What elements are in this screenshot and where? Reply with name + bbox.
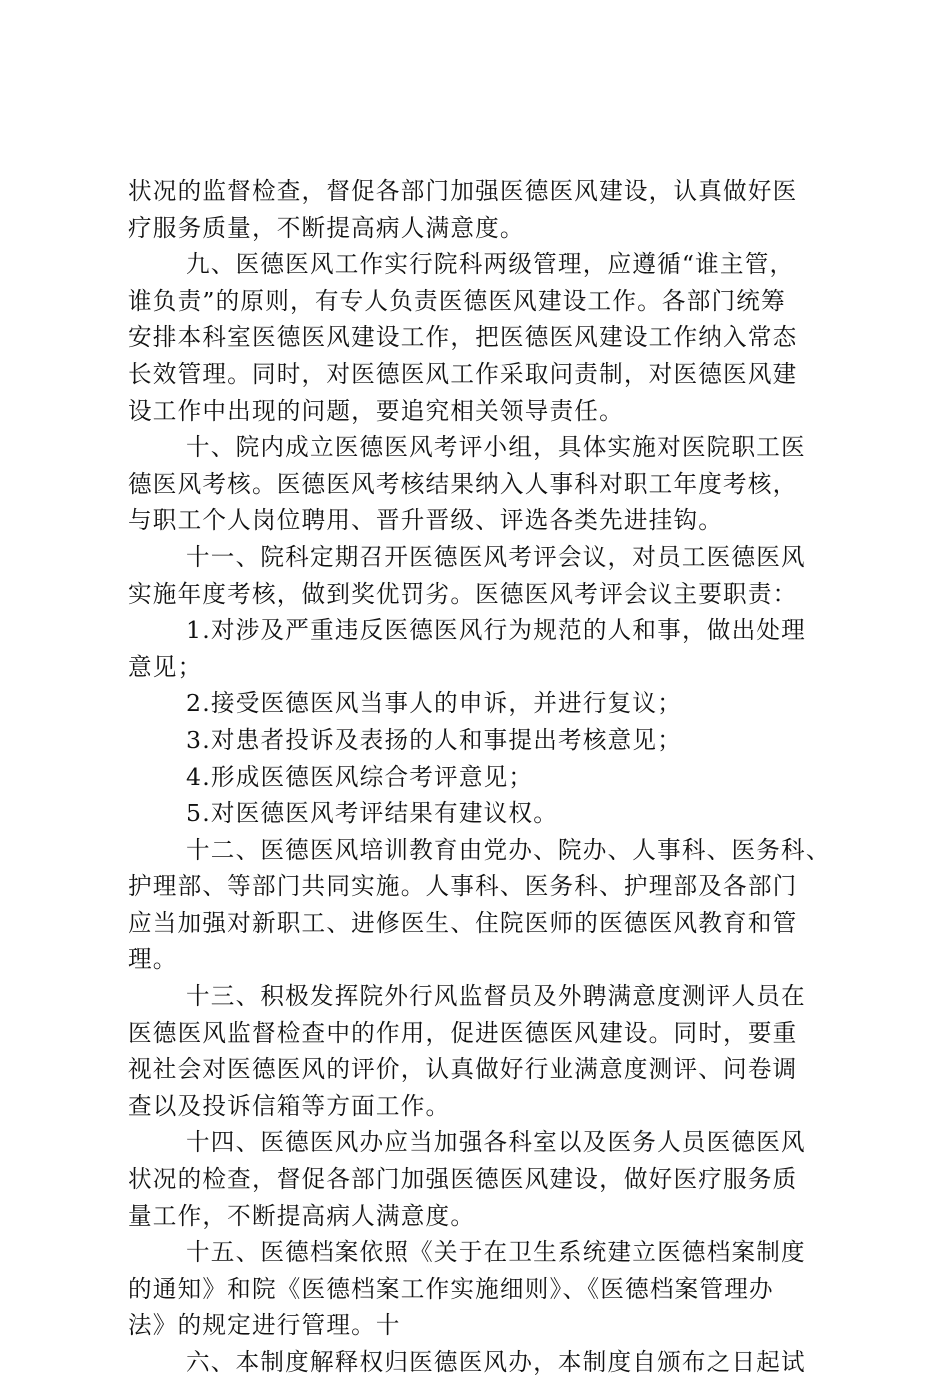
document-body xyxy=(128,173,831,1381)
paragraph-line: 查以及投诉信箱等方面工作。 xyxy=(128,1091,451,1120)
paragraph-line: 应当加强对新职工、进修医生、住院医师的医德医风教育和管 xyxy=(128,908,798,937)
paragraph-line: 实施年度考核，做到奖优罚劣。医德医风考评会议主要职责： xyxy=(128,579,798,608)
paragraph-first-line: 十三、积极发挥院外行风监督员及外聘满意度测评人员在 xyxy=(186,982,806,1011)
paragraph-first-line: 九、医德医风工作实行院科两级管理，应遵循“谁主管， xyxy=(186,250,795,279)
paragraph-line: 设工作中出现的问题，要追究相关领导责任。 xyxy=(128,396,624,425)
paragraph-first-line: 5.对医德医风考评结果有建议权。 xyxy=(186,799,559,828)
paragraph-line: 意见； xyxy=(128,652,203,681)
paragraph-line: 护理部、等部门共同实施。人事科、医务科、护理部及各部门 xyxy=(128,872,798,901)
paragraph-first-line: 3.对患者投诉及表扬的人和事提出考核意见； xyxy=(186,725,682,754)
paragraph-first-line: 十四、医德医风办应当加强各科室以及医务人员医德医风 xyxy=(186,1128,806,1157)
paragraph-line: 疗服务质量，不断提高病人满意度。 xyxy=(128,213,525,242)
paragraph-first-line: 十一、院科定期召开医德医风考评会议，对员工医德医风 xyxy=(186,542,806,571)
paragraph-first-line: 十五、医德档案依照《关于在卫生系统建立医德档案制度 xyxy=(186,1238,806,1267)
paragraph-first-line: 1.对涉及严重违反医德医风行为规范的人和事，做出处理 xyxy=(186,616,806,645)
paragraph-line: 法》的规定进行管理。十 xyxy=(128,1311,401,1340)
paragraph-line: 状况的检查，督促各部门加强医德医风建设，做好医疗服务质 xyxy=(128,1165,798,1194)
paragraph-first-line: 六、本制度解释权归医德医风办，本制度自颁布之日起试 xyxy=(186,1348,806,1376)
paragraph-first-line: 4.形成医德医风综合考评意见； xyxy=(186,762,534,791)
paragraph-line: 德医风考核。医德医风考核结果纳入人事科对职工年度考核， xyxy=(128,469,798,498)
paragraph-line: 长效管理。同时，对医德医风工作采取问责制，对医德医风建 xyxy=(128,359,798,388)
paragraph-line: 的通知》和院《医德档案工作实施细则》、《医德档案管理办 xyxy=(128,1274,774,1303)
paragraph-line: 理。 xyxy=(128,945,178,974)
paragraph-first-line: 十、院内成立医德医风考评小组，具体实施对医院职工医 xyxy=(186,433,806,462)
paragraph-first-line: 2.接受医德医风当事人的申诉，并进行复议； xyxy=(186,689,682,718)
paragraph-line: 状况的监督检查，督促各部门加强医德医风建设，认真做好医 xyxy=(128,177,798,205)
paragraph-line: 医德医风监督检查中的作用，促进医德医风建设。同时，要重 xyxy=(128,1018,798,1047)
paragraph-line: 安排本科室医德医风建设工作，把医德医风建设工作纳入常态 xyxy=(128,323,798,352)
paragraph-first-line: 十二、医德医风培训教育由党办、院办、人事科、医务科、 xyxy=(186,835,831,864)
paragraph-line: 谁负责”的原则，有专人负责医德医风建设工作。各部门统筹 xyxy=(128,286,786,315)
paragraph-line: 视社会对医德医风的评价，认真做好行业满意度测评、问卷调 xyxy=(128,1055,798,1084)
paragraph-line: 与职工个人岗位聘用、晋升晋级、评选各类先进挂钩。 xyxy=(128,506,724,535)
paragraph-line: 量工作，不断提高病人满意度。 xyxy=(128,1201,476,1230)
